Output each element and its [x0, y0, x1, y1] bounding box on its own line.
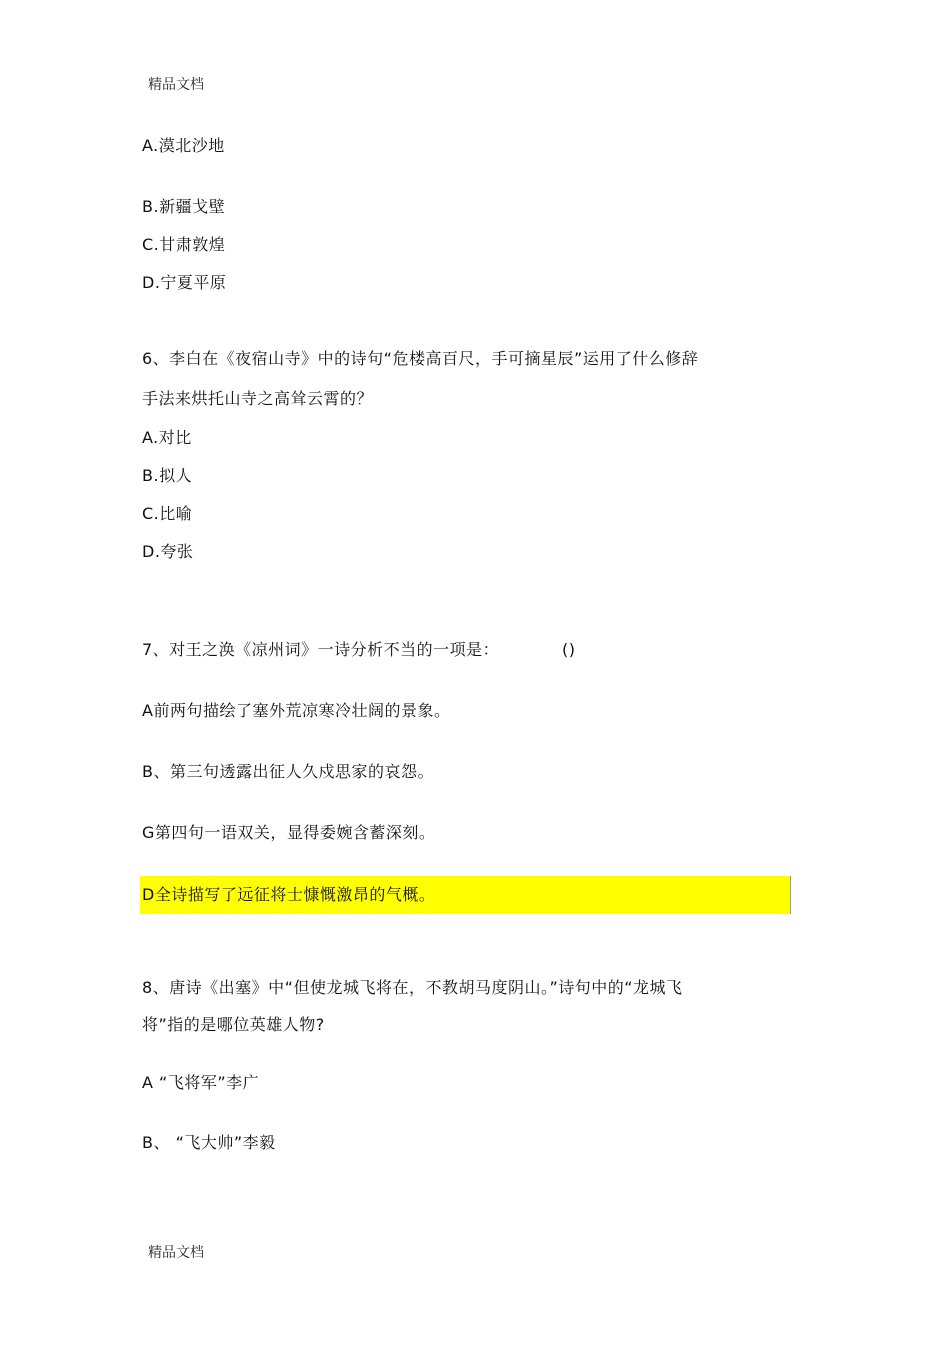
q8-option-b: B、 “飞大帅”李毅 [142, 1133, 276, 1152]
q7-option-a: A前两句描绘了塞外荒凉寒冷壮阔的景象。 [142, 701, 451, 720]
q7-answer-highlight [140, 876, 791, 914]
q6-option-b: B.拟人 [142, 466, 193, 485]
q7-question: 7、对王之涣《凉州词》一诗分析不当的一项是： [142, 640, 500, 659]
q7-option-b: B、第三句透露出征人久戍思家的哀怨。 [142, 762, 434, 781]
page-header: 精品文档 [148, 77, 204, 93]
page-footer: 精品文档 [148, 1245, 204, 1261]
q7-option-c: G第四句一语双关，显得委婉含蓄深刻。 [142, 823, 436, 842]
q5-option-b: B.新疆戈壁 [142, 197, 226, 216]
q7-option-d: D全诗描写了远征将士慷慨激昂的气概。 [142, 885, 436, 904]
q5-option-a: A.漠北沙地 [142, 136, 225, 155]
q5-option-d: D.宁夏平原 [142, 273, 227, 292]
q6-option-a: A.对比 [142, 428, 192, 447]
q5-option-c: C.甘肃敦煌 [142, 235, 226, 254]
q8-question-line1: 8、唐诗《出塞》中“但使龙城飞将在，不教胡马度阴山。”诗句中的“龙城飞 [142, 978, 683, 997]
q8-option-a: A “飞将军”李广 [142, 1073, 260, 1092]
q6-question-line1: 6、李白在《夜宿山寺》中的诗句“危楼高百尺，手可摘星辰”运用了什么修辞 [142, 349, 699, 368]
q6-option-d: D.夸张 [142, 542, 194, 561]
q6-question-line2: 手法来烘托山寺之高耸云霄的？ [142, 389, 374, 408]
q7-answer-paren: () [562, 640, 576, 659]
q6-option-c: C.比喻 [142, 504, 193, 523]
q8-question-line2: 将”指的是哪位英雄人物? [142, 1015, 325, 1034]
